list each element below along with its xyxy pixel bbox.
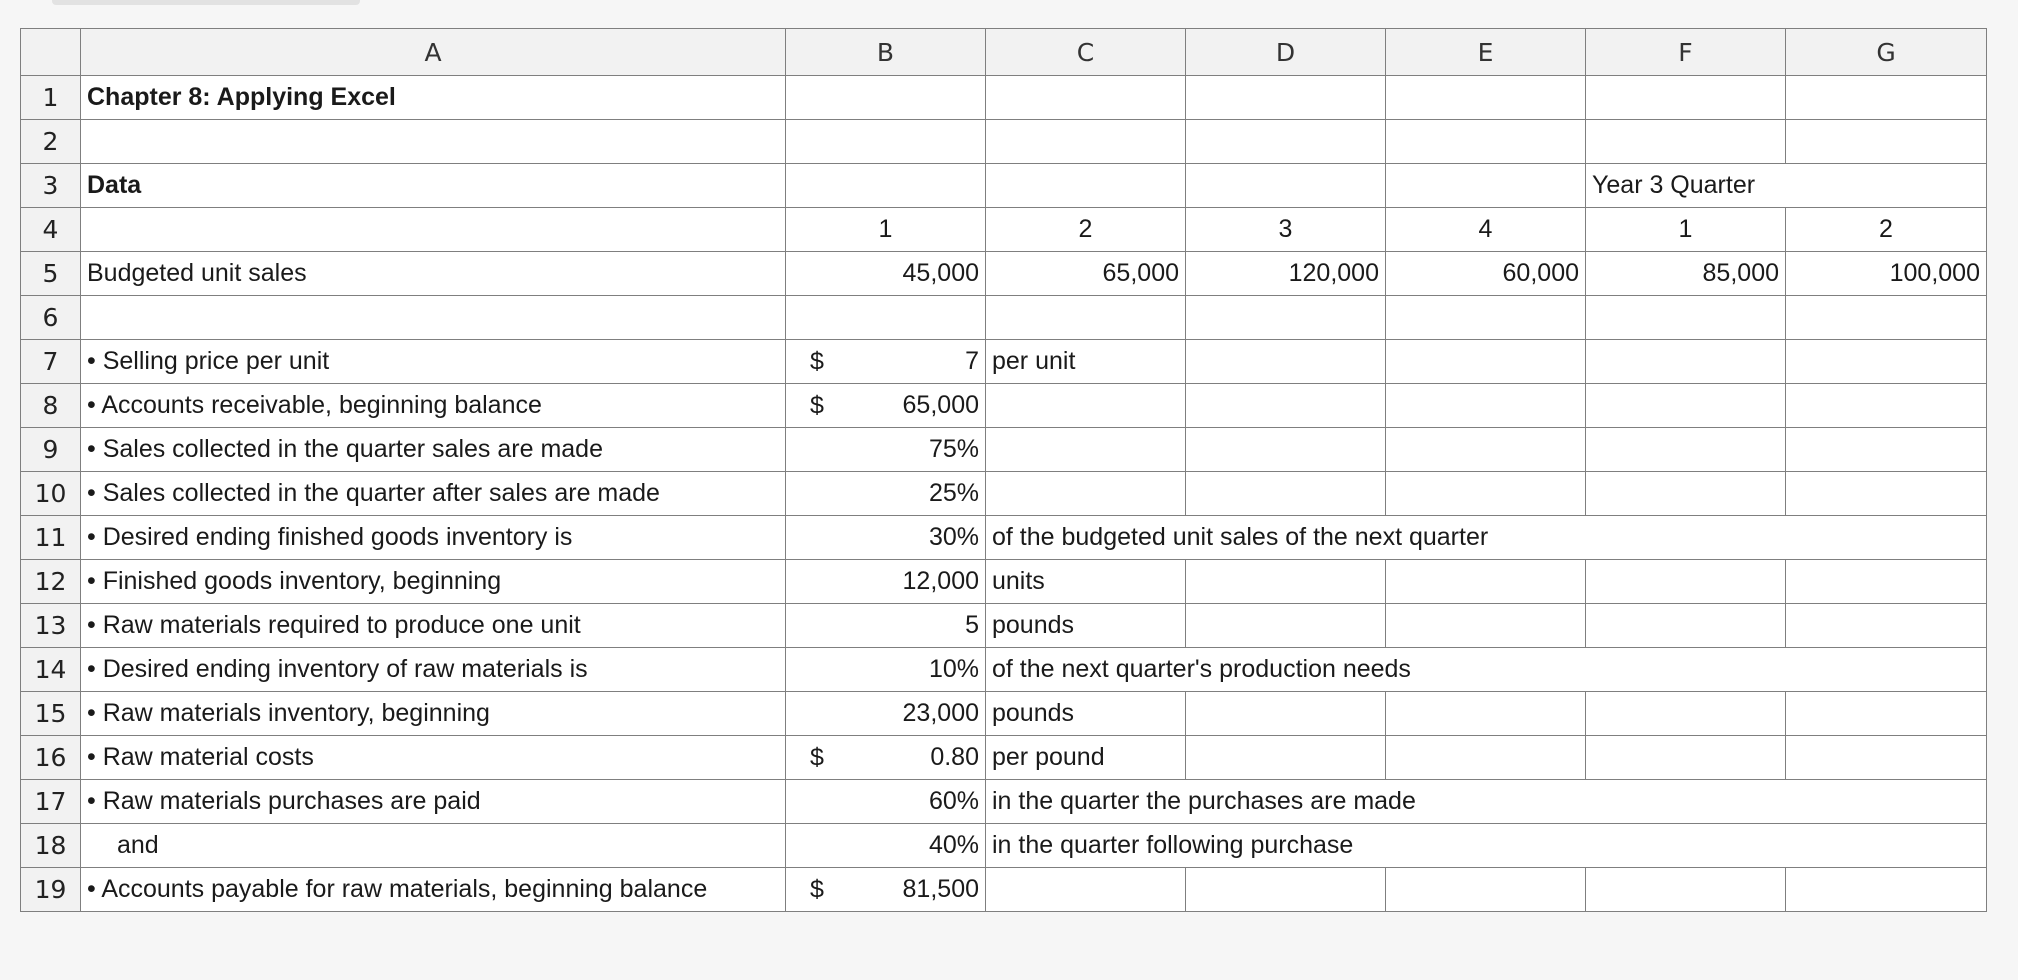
cell-f4-quarter[interactable]: 1 [1586,208,1786,252]
cell-d2[interactable] [1186,120,1386,164]
cell-b3[interactable] [786,164,986,208]
cell-a13-label[interactable]: • Raw materials required to produce one unit [81,604,786,648]
cell-e13[interactable] [1386,604,1586,648]
cell-d6[interactable] [1186,296,1386,340]
sheet-row [21,780,1987,824]
cell-e4-quarter[interactable]: 4 [1386,208,1586,252]
cell-g1[interactable] [1786,76,1987,120]
cell-b19-value[interactable] [786,868,986,912]
cell-a3-data-label[interactable]: Data [81,164,786,208]
cell-c3[interactable] [986,164,1186,208]
cell-f1[interactable] [1586,76,1786,120]
cell-c7-unit[interactable]: per unit [986,340,1186,384]
row-header[interactable]: 9 [21,428,81,472]
row-header[interactable]: 1 [21,76,81,120]
cell-d8[interactable] [1186,384,1386,428]
cell-c19[interactable] [986,868,1186,912]
cell-value: 65,000 [902,391,979,419]
sheet-row [21,428,1987,472]
cell-e16[interactable] [1386,736,1586,780]
cell-b17-value[interactable]: 60% [786,780,986,824]
cell-c9[interactable] [986,428,1186,472]
column-header-row [21,29,1987,76]
cell-b6[interactable] [786,296,986,340]
cell-g10[interactable] [1786,472,1987,516]
spreadsheet [20,28,1987,912]
cell-c6[interactable] [986,296,1186,340]
cell-b7-value[interactable] [786,340,986,384]
sheet-row [21,164,1987,208]
cell-c18-note[interactable]: in the quarter following purchase [986,824,1987,868]
cell-b5-value[interactable]: 45,000 [786,252,986,296]
cell-f10[interactable] [1586,472,1786,516]
cell-f13[interactable] [1586,604,1786,648]
cell-a19-label[interactable]: • Accounts payable for raw materials, beginning balance [81,868,786,912]
cell-g2[interactable] [1786,120,1987,164]
cell-d3[interactable] [1186,164,1386,208]
cell-e6[interactable] [1386,296,1586,340]
column-header-c[interactable]: C [986,29,1186,76]
cell-c13-unit[interactable]: pounds [986,604,1186,648]
sheet-row [21,384,1987,428]
sheet-row [21,692,1987,736]
column-header-f[interactable]: F [1586,29,1786,76]
sheet-row [21,208,1987,252]
cell-e5-value[interactable]: 60,000 [1386,252,1586,296]
sheet-row [21,868,1987,912]
cell-f16[interactable] [1586,736,1786,780]
row-header[interactable]: 4 [21,208,81,252]
column-header-e[interactable]: E [1386,29,1586,76]
cell-c5-value[interactable]: 65,000 [986,252,1186,296]
cell-f3-year3-quarter[interactable]: Year 3 Quarter [1586,164,1987,208]
row-header[interactable]: 18 [21,824,81,868]
cell-a1-title[interactable]: Chapter 8: Applying Excel [81,76,786,120]
toolbar-remnant [52,0,360,5]
column-header-d[interactable]: D [1186,29,1386,76]
cell-c12-unit[interactable]: units [986,560,1186,604]
row-header[interactable]: 8 [21,384,81,428]
row-header[interactable]: 2 [21,120,81,164]
cell-d12[interactable] [1186,560,1386,604]
cell-f12[interactable] [1586,560,1786,604]
cell-f7[interactable] [1586,340,1786,384]
spreadsheet-grid [20,28,1987,912]
cell-c1[interactable] [986,76,1186,120]
cell-g4-quarter[interactable]: 2 [1786,208,1987,252]
row-header[interactable]: 11 [21,516,81,560]
sheet-row [21,516,1987,560]
row-header[interactable]: 7 [21,340,81,384]
cell-c10[interactable] [986,472,1186,516]
sheet-row [21,76,1987,120]
sheet-row [21,296,1987,340]
sheet-row [21,604,1987,648]
cell-g8[interactable] [1786,384,1987,428]
cell-b1[interactable] [786,76,986,120]
cell-a18-label[interactable]: and [81,824,786,868]
sheet-row [21,252,1987,296]
cell-value: 81,500 [902,875,979,903]
cell-b14-value[interactable]: 10% [786,648,986,692]
currency-symbol: $ [810,347,824,375]
cell-a4[interactable] [81,208,786,252]
sheet-row [21,648,1987,692]
row-header[interactable]: 14 [21,648,81,692]
cell-c2[interactable] [986,120,1186,164]
cell-value: 0.80 [930,743,979,771]
row-header[interactable]: 3 [21,164,81,208]
cell-c16-unit[interactable]: per pound [986,736,1186,780]
row-header[interactable]: 16 [21,736,81,780]
cell-f9[interactable] [1586,428,1786,472]
cell-f2[interactable] [1586,120,1786,164]
cell-c17-note[interactable]: in the quarter the purchases are made [986,780,1987,824]
cell-b15-value[interactable]: 23,000 [786,692,986,736]
sheet-row [21,472,1987,516]
row-header[interactable]: 6 [21,296,81,340]
cell-a11-label[interactable]: • Desired ending finished goods inventory is [81,516,786,560]
cell-g16[interactable] [1786,736,1987,780]
cell-b11-value[interactable]: 30% [786,516,986,560]
cell-a15-label[interactable]: • Raw materials inventory, beginning [81,692,786,736]
cell-a8-label[interactable]: • Accounts receivable, beginning balance [81,384,786,428]
cell-a12-label[interactable]: • Finished goods inventory, beginning [81,560,786,604]
cell-d1[interactable] [1186,76,1386,120]
cell-b10-value[interactable]: 25% [786,472,986,516]
cell-e1[interactable] [1386,76,1586,120]
cell-d13[interactable] [1186,604,1386,648]
row-header[interactable]: 13 [21,604,81,648]
row-header[interactable]: 10 [21,472,81,516]
cell-a6[interactable] [81,296,786,340]
cell-g5-value[interactable]: 100,000 [1786,252,1987,296]
row-header[interactable]: 15 [21,692,81,736]
sheet-row [21,824,1987,868]
currency-symbol: $ [810,391,824,419]
cell-d7[interactable] [1186,340,1386,384]
currency-symbol: $ [810,743,824,771]
cell-e7[interactable] [1386,340,1586,384]
cell-b8-value[interactable] [786,384,986,428]
column-header-g[interactable]: G [1786,29,1987,76]
sheet-row [21,736,1987,780]
cell-a5-label[interactable]: Budgeted unit sales [81,252,786,296]
cell-f15[interactable] [1586,692,1786,736]
sheet-row [21,120,1987,164]
cell-d5-value[interactable]: 120,000 [1186,252,1386,296]
cell-f19[interactable] [1586,868,1786,912]
cell-e2[interactable] [1386,120,1586,164]
cell-b13-value[interactable]: 5 [786,604,986,648]
cell-value: 7 [965,347,979,375]
column-header-a[interactable]: A [81,29,786,76]
cell-c15-unit[interactable]: pounds [986,692,1186,736]
sheet-row [21,560,1987,604]
cell-f5-value[interactable]: 85,000 [1586,252,1786,296]
cell-g7[interactable] [1786,340,1987,384]
cell-d10[interactable] [1186,472,1386,516]
cell-a14-label[interactable]: • Desired ending inventory of raw materials is [81,648,786,692]
cell-a9-label[interactable]: • Sales collected in the quarter sales are made [81,428,786,472]
cell-b12-value[interactable]: 12,000 [786,560,986,604]
cell-a2[interactable] [81,120,786,164]
cell-c8[interactable] [986,384,1186,428]
cell-e12[interactable] [1386,560,1586,604]
row-header[interactable]: 19 [21,868,81,912]
cell-e19[interactable] [1386,868,1586,912]
cell-e10[interactable] [1386,472,1586,516]
row-header[interactable]: 5 [21,252,81,296]
cell-b16-value[interactable] [786,736,986,780]
cell-g19[interactable] [1786,868,1987,912]
cell-d4-quarter[interactable]: 3 [1186,208,1386,252]
cell-f6[interactable] [1586,296,1786,340]
cell-e9[interactable] [1386,428,1586,472]
cell-a17-label[interactable]: • Raw materials purchases are paid [81,780,786,824]
cell-c4-quarter[interactable]: 2 [986,208,1186,252]
cell-c14-note[interactable]: of the next quarter's production needs [986,648,1987,692]
cell-a10-label[interactable]: • Sales collected in the quarter after sales are made [81,472,786,516]
cell-b2[interactable] [786,120,986,164]
cell-b4-quarter[interactable]: 1 [786,208,986,252]
cell-e8[interactable] [1386,384,1586,428]
cell-g6[interactable] [1786,296,1987,340]
row-header[interactable]: 12 [21,560,81,604]
cell-a16-label[interactable]: • Raw material costs [81,736,786,780]
select-all-corner[interactable] [21,29,81,76]
sheet-row [21,340,1987,384]
cell-d9[interactable] [1186,428,1386,472]
cell-a7-label[interactable]: • Selling price per unit [81,340,786,384]
cell-d15[interactable] [1186,692,1386,736]
row-header[interactable]: 17 [21,780,81,824]
cell-d19[interactable] [1186,868,1386,912]
cell-e15[interactable] [1386,692,1586,736]
currency-symbol: $ [810,875,824,903]
cell-d16[interactable] [1186,736,1386,780]
cell-c11-note[interactable]: of the budgeted unit sales of the next quarter [986,516,1987,560]
cell-b9-value[interactable]: 75% [786,428,986,472]
cell-b18-value[interactable]: 40% [786,824,986,868]
cell-f8[interactable] [1586,384,1786,428]
cell-e3[interactable] [1386,164,1586,208]
cell-g15[interactable] [1786,692,1987,736]
cell-g13[interactable] [1786,604,1987,648]
column-header-b[interactable]: B [786,29,986,76]
cell-g12[interactable] [1786,560,1987,604]
cell-g9[interactable] [1786,428,1987,472]
